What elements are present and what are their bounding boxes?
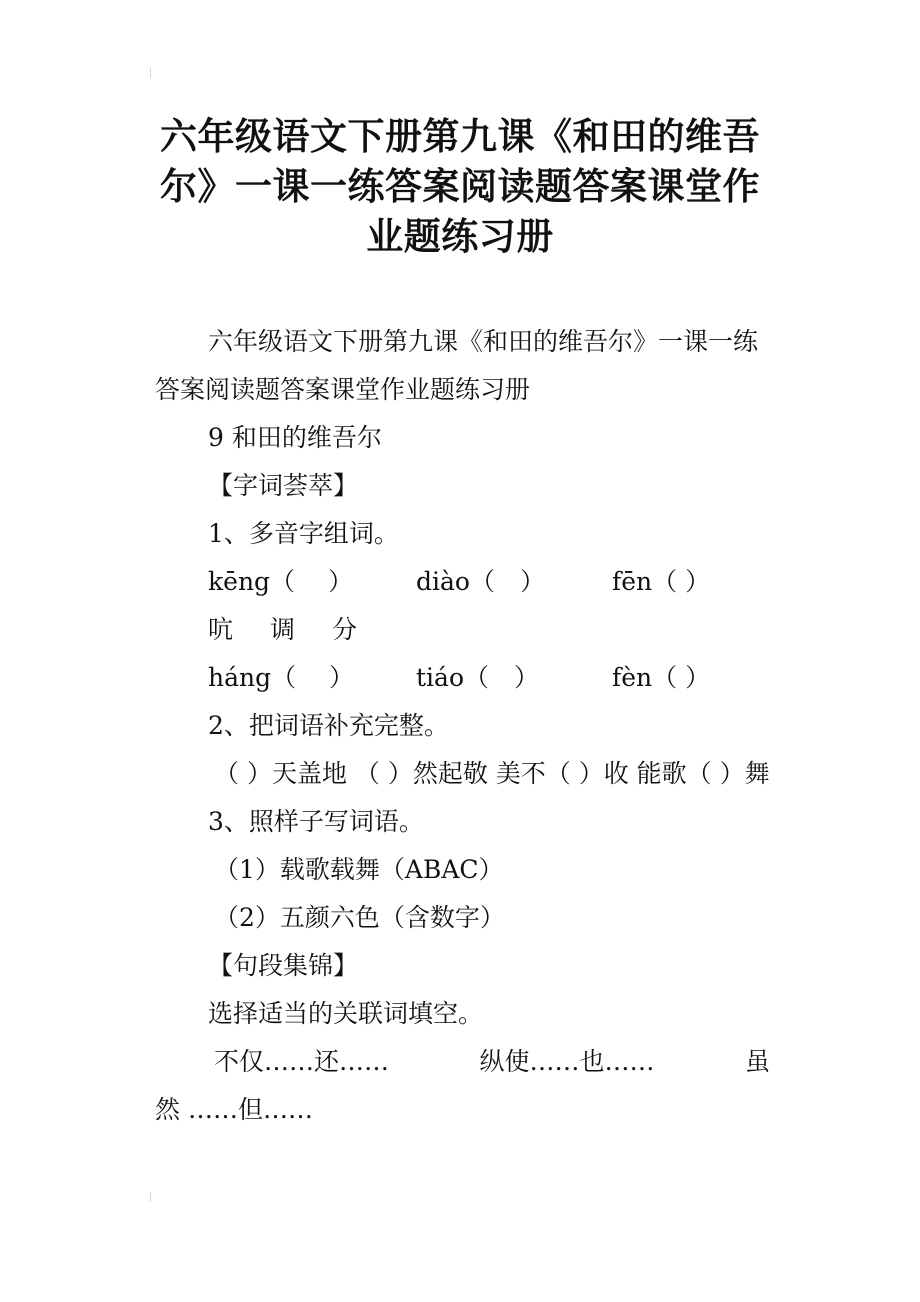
question-3-prompt: 3、照样子写词语。	[208, 807, 424, 836]
polyphone-char: 吭	[208, 615, 234, 644]
conjunction-option: 不仅……还……	[214, 1047, 390, 1076]
polyphone-chars-row	[155, 606, 770, 654]
question-3-item-2: （2）五颜六色（含数字）	[214, 903, 505, 932]
pinyin-item: fēn（ ）	[612, 567, 711, 596]
pinyin-item: kēng（ ）	[208, 567, 353, 596]
document-body	[155, 318, 770, 1134]
pinyin-row-2	[155, 654, 770, 702]
section-heading-vocabulary: 【字词荟萃】	[208, 471, 359, 500]
pinyin-row-1	[155, 558, 770, 606]
conjunction-option: 虽	[744, 1047, 770, 1076]
question-4-prompt: 选择适当的关联词填空。	[208, 999, 484, 1028]
lesson-heading: 9 和田的维吾尔	[208, 423, 382, 452]
pinyin-item: diào（ ）	[416, 567, 545, 596]
pinyin-item: tiáo（ ）	[416, 663, 539, 692]
section-heading-sentences: 【句段集锦】	[208, 951, 359, 980]
polyphone-char: 分	[332, 615, 358, 644]
polyphone-char: 调	[270, 615, 296, 644]
conjunction-options	[155, 1038, 770, 1086]
conjunction-option: 纵使……也……	[479, 1047, 655, 1076]
pinyin-item: háng（ ）	[208, 663, 355, 692]
question-1-prompt: 1、多音字组词。	[208, 519, 399, 548]
conjunction-option-continued: 然 ……但……	[155, 1095, 313, 1124]
question-2-items: （ ）天盖地 （ ）然起敬 美不（ ）收 能歌（ ）舞	[214, 759, 770, 788]
pinyin-item: fèn（ ）	[612, 663, 711, 692]
question-3-item-1: （1）载歌载舞（ABAC）	[214, 855, 504, 884]
question-2-prompt: 2、把词语补充完整。	[208, 711, 449, 740]
corner-mark	[150, 68, 157, 78]
corner-mark	[150, 1192, 157, 1202]
intro-paragraph: 六年级语文下册第九课《和田的维吾尔》一课一练答案阅读题答案课堂作业题练习册	[155, 327, 759, 404]
document-title: 六年级语文下册第九课《和田的维吾尔》一课一练答案阅读题答案课堂作业题练习册	[160, 115, 760, 258]
